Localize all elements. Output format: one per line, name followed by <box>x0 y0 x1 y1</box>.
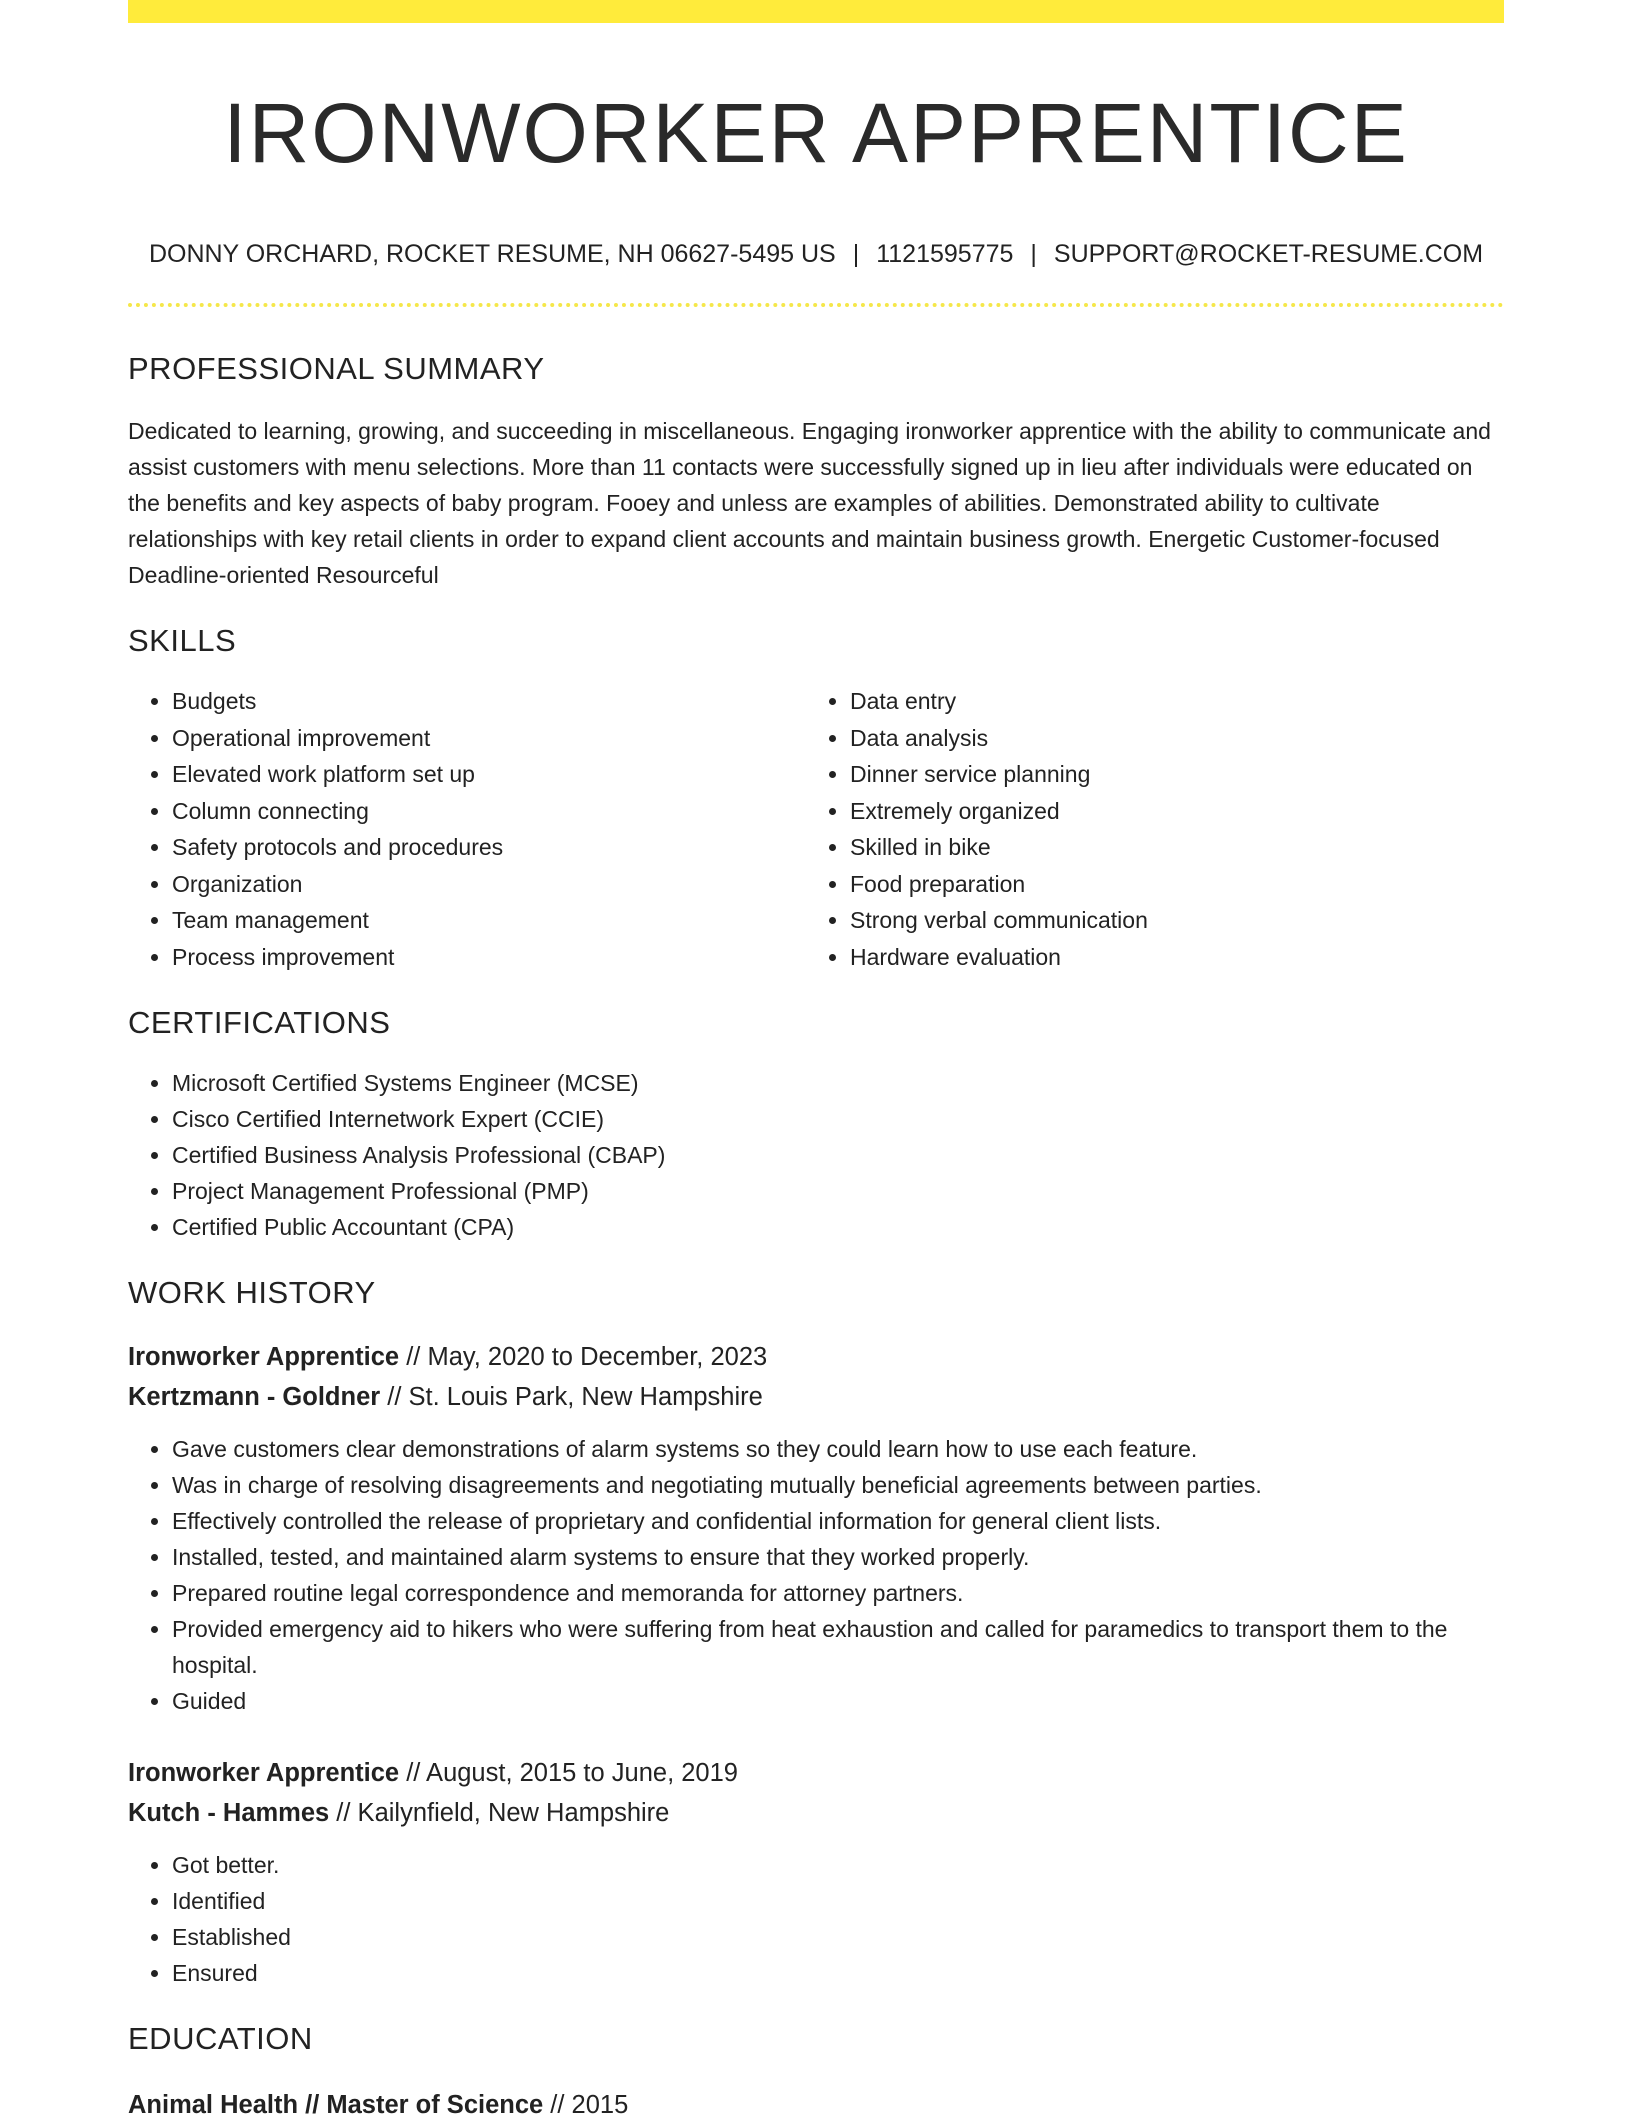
resume-page <box>128 0 1504 2125</box>
skills-columns <box>128 683 1504 975</box>
job-company: Kertzmann - Goldner <box>128 1383 381 1411</box>
job-company-line <box>128 1377 1504 1417</box>
summary-text: Dedicated to learning, growing, and succeeding in miscellaneous. Engaging ironworker apprentice with the ability to communicate and assist customers with menu selections. More than 11 contacts were successfully signed up in lieu after individuals were educated on the benefits and key aspects of baby program. Fooey and unless are examples of abilities. Demonstrated ability to cultivate relationships with key retail clients in order to expand client accounts and maintain business growth. Energetic Customer-focused Deadline-oriented Resourceful <box>128 418 1491 588</box>
contact-separator: | <box>852 240 860 268</box>
skills-right-list <box>806 683 1484 975</box>
skill-item: • Food preparation <box>850 866 1484 903</box>
job-dates: // August, 2015 to June, 2019 <box>399 1759 738 1787</box>
contact-separator: | <box>1030 240 1037 268</box>
skill-item: • Elevated work platform set up <box>172 756 806 793</box>
dotted-divider <box>128 303 1504 307</box>
certification-item: • Project Management Professional (PMP) <box>172 1173 1504 1209</box>
job-bullet-list <box>128 1847 1504 1991</box>
job-bullet: • Effectively controlled the release of proprietary and confidential information for general client lists. <box>172 1503 1504 1539</box>
education-year: // 2015 <box>543 2091 629 2119</box>
skill-item: • Data analysis <box>850 720 1484 757</box>
skill-item: • Skilled in bike <box>850 829 1484 866</box>
skill-item: • Process improvement <box>172 939 806 976</box>
job-bullet: • Was in charge of resolving disagreements and negotiating mutually beneficial agreements between parties. <box>172 1467 1504 1503</box>
skill-item: • Data entry <box>850 683 1484 720</box>
skill-item: • Organization <box>172 866 806 903</box>
job-position: Ironworker Apprentice <box>128 1759 400 1787</box>
job-company-line <box>128 1793 1504 1833</box>
education-heading: EDUCATION <box>128 2021 313 2056</box>
certification-item: • Cisco Certified Internetwork Expert (CCIE) <box>172 1101 1504 1137</box>
education-degree: Animal Health // Master of Science <box>128 2091 544 2119</box>
skills-left-list <box>128 683 806 975</box>
summary-heading: PROFESSIONAL SUMMARY <box>128 351 545 386</box>
work-history-heading: WORK HISTORY <box>128 1275 376 1310</box>
job-company: Kutch - Hammes <box>128 1799 330 1827</box>
skill-item: • Strong verbal communication <box>850 902 1484 939</box>
job-bullet: • Got better. <box>172 1847 1504 1883</box>
job-title-line <box>128 1753 1504 1793</box>
certification-item: • Certified Public Accountant (CPA) <box>172 1209 1504 1245</box>
job-location: // St. Louis Park, New Hampshire <box>380 1383 763 1411</box>
job-bullet: • Installed, tested, and maintained alarm systems to ensure that they worked properly. <box>172 1539 1504 1575</box>
skill-item: • Budgets <box>172 683 806 720</box>
certification-item: • Certified Business Analysis Professional (CBAP) <box>172 1137 1504 1173</box>
contact-email: SUPPORT@ROCKET-RESUME.COM <box>1053 240 1484 268</box>
job-bullet: • Gave customers clear demonstrations of alarm systems so they could learn how to use each feature. <box>172 1431 1504 1467</box>
job-bullet-list <box>128 1431 1504 1719</box>
skills-heading: SKILLS <box>128 623 237 658</box>
job-bullet: • Identified <box>172 1883 1504 1919</box>
contact-address: DONNY ORCHARD, ROCKET RESUME, NH 06627-5495 US <box>148 240 836 268</box>
job-title-line <box>128 1337 1504 1377</box>
job-position: Ironworker Apprentice <box>128 1343 400 1371</box>
job-bullet: • Established <box>172 1919 1504 1955</box>
skill-item: • Column connecting <box>172 793 806 830</box>
accent-top-bar <box>128 0 1504 23</box>
skill-item: • Extremely organized <box>850 793 1484 830</box>
job-dates: // May, 2020 to December, 2023 <box>399 1343 768 1371</box>
certifications-list <box>128 1065 1504 1245</box>
skill-item: • Safety protocols and procedures <box>172 829 806 866</box>
job-bullet: • Provided emergency aid to hikers who were suffering from heat exhaustion and called for paramedics to transport them to the hospital. <box>172 1611 1504 1683</box>
certification-item: • Microsoft Certified Systems Engineer (MCSE) <box>172 1065 1504 1101</box>
job-bullet: • Guided <box>172 1683 1504 1719</box>
skill-item: • Hardware evaluation <box>850 939 1484 976</box>
skill-item: • Dinner service planning <box>850 756 1484 793</box>
skill-item: • Team management <box>172 902 806 939</box>
job-bullet: • Ensured <box>172 1955 1504 1991</box>
resume-title: IRONWORKER APPRENTICE <box>223 86 1409 180</box>
contact-phone: 1121595775 <box>876 240 1014 268</box>
job-bullet: • Prepared routine legal correspondence and memoranda for attorney partners. <box>172 1575 1504 1611</box>
job-location: // Kailynfield, New Hampshire <box>329 1799 670 1827</box>
education-line <box>128 2085 1504 2125</box>
skill-item: • Operational improvement <box>172 720 806 757</box>
certifications-heading: CERTIFICATIONS <box>128 1005 391 1040</box>
contact-line <box>128 239 1504 269</box>
